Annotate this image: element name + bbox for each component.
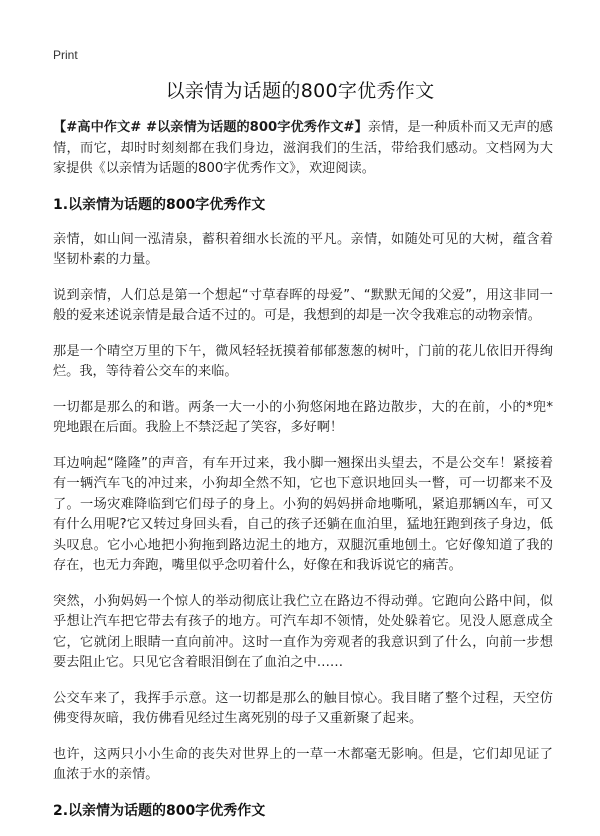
intro-tag: 【#高中作文# #以亲情为话题的800字优秀作文#】 (53, 120, 368, 135)
paragraph: 耳边响起“隆隆”的声音，有车开过来，我小脚一翘探出头望去，不是公交车！紧接着有一辆汽车飞的冲过来，小狗却全然不知，它也下意识地回头一瞥，可一切都来不及了。一场灾难降临到它们母子的身上。小狗的妈妈拼命地嘶吼，紧追那辆凶车，可又有什么用呢?它又转过身回头看，自己的孩子还躺在血泊里，猛地狂跑到孩子身边，低头叹息。它小心地把小狗拖到路边泥土的地方，双腿沉重地刨土。它好像知道了我的存在，也无力奔跑，嘴里似乎念叨着什么，好像在和我诉说它的痛苦。 (53, 455, 553, 573)
intro-paragraph (53, 118, 553, 180)
print-link[interactable]: Print (53, 48, 78, 62)
intro-text: 亲情，是一种质朴而又无声的感情，而它，却时时刻刻都在我们身边，滋润我们的生活，带给我们感动。文档网为大家提供《以亲情为话题的800字优秀作文》，欢迎阅读。 (53, 120, 553, 176)
paragraph: 也许，这两只小小生命的丧失对世界上的一草一木都毫无影响。但是，它们却见证了血浓于水的亲情。 (53, 746, 553, 782)
paragraph: 那是一个晴空万里的下午，微风轻轻抚摸着郁郁葱葱的树叶，门前的花儿依旧开得绚烂。我，等待着公交车的来临。 (53, 343, 553, 379)
paragraph: 公交车来了，我挥手示意。这一切都是那么的触目惊心。我目睹了整个过程，天空仿佛变得灰暗，我仿佛看见经过生离死别的母子又重新聚了起来。 (53, 690, 553, 726)
paragraph: 说到亲情，人们总是第一个想起“寸草春晖的母爱”、“默默无闻的父爱”，用这非同一般的爱来述说亲情是最合适不过的。可是，我想到的却是一次令我难忘的动物亲情。 (53, 287, 553, 323)
page-title: 以亲情为话题的800字优秀作文 (165, 80, 435, 102)
section-heading-2: 2.以亲情为话题的800字优秀作文 (53, 802, 266, 819)
article-body (53, 118, 553, 836)
paragraph: 一切都是那么的和谐。两条一大一小的小狗悠闲地在路边散步，大的在前，小的*兜*兜地跟在后面。我脸上不禁泛起了笑容，多好啊！ (53, 399, 553, 435)
paragraph: 亲情，如山间一泓清泉，蓄积着细水长流的平凡。亲情，如随处可见的大树，蕴含着坚韧朴素的力量。 (53, 231, 553, 267)
paragraph: 突然，小狗妈妈一个惊人的举动彻底让我伫立在路边不得动弹。它跑向公路中间，似乎想让汽车把它带去有孩子的地方。可汽车却不领情，处处躲着它。见没人愿意成全它，它就闭上眼睛一直向前冲。这时一直作为旁观者的我意识到了什么，向前一步想要去阻止它。只见它含着眼泪倒在了血泊之中…… (53, 593, 553, 670)
section-heading-1: 1.以亲情为话题的800字优秀作文 (53, 196, 266, 213)
